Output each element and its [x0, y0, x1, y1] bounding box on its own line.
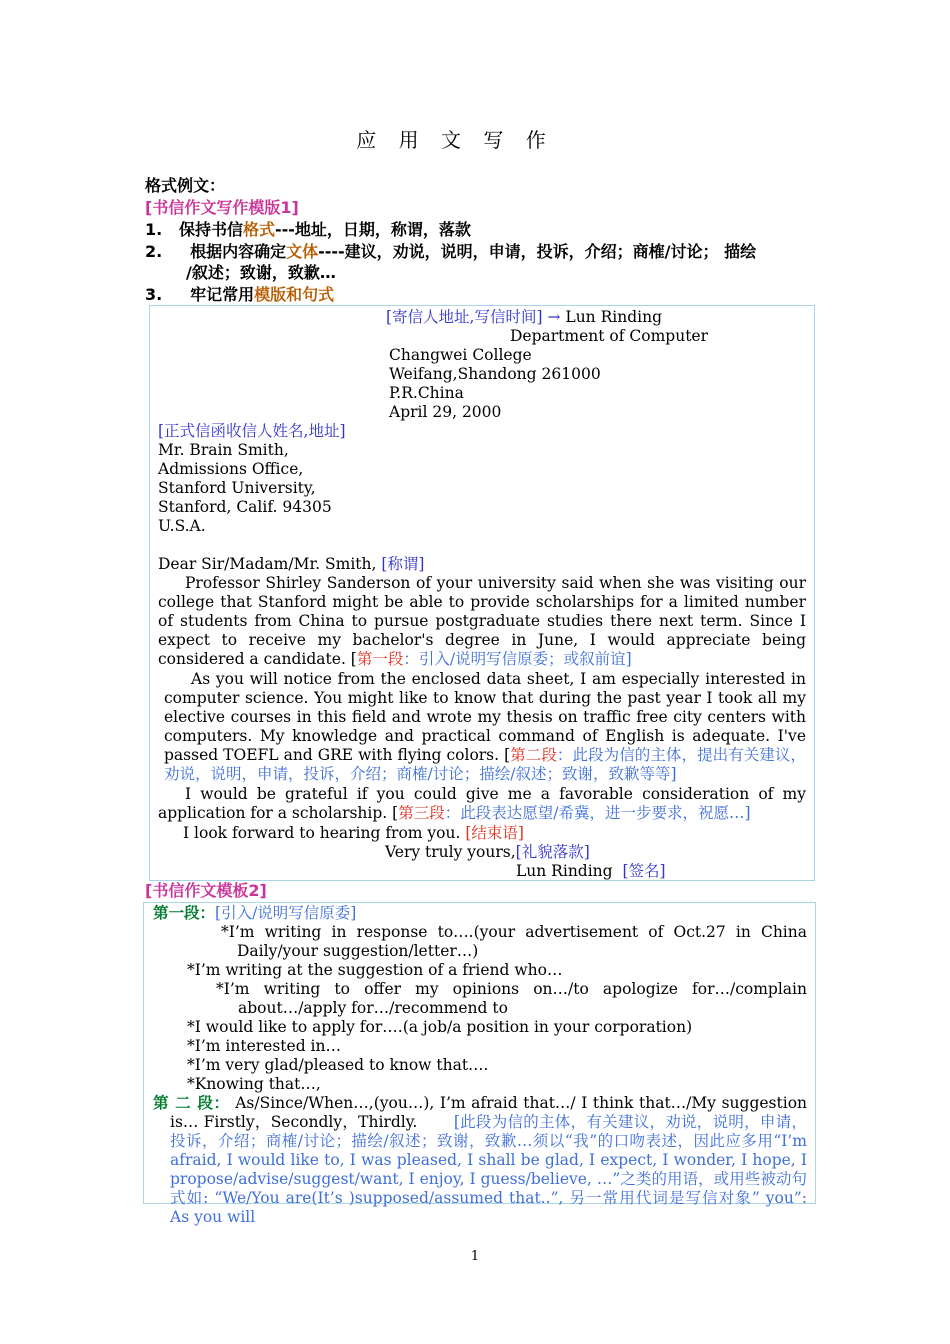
sender-line-4: P.R.China — [389, 384, 464, 402]
paragraph-1: Professor Shirley Sanderson of your university said when she was visiting our college that Stanford might be able to provide scholarships for a limited number of students from China to pursue postgraduate studies there next term. Since I expect to receive my bachelor's degree in June, I would appreciate being considered a candidate. [第一段：引入/说明写信原委；或叙前谊] — [158, 574, 806, 668]
s1-item-2: *I’m writing to offer my opinions on…/to apologize for…/complain about…/apply for…/recommend to — [216, 980, 807, 1017]
template2-heading: [书信作文模板2] — [145, 881, 267, 900]
point-2-continued: /叙述；致谢，致歉… — [186, 263, 336, 282]
point-2: 2. 根据内容确定文体----建议，劝说，说明，申请，投诉，介绍；商榷/讨论； 描绘 — [145, 242, 757, 261]
recipient-line-1: Admissions Office, — [158, 460, 304, 478]
s1-item-3: *I would like to apply for….(a job/a position in your corporation) — [187, 1018, 693, 1036]
recipient-line-3: Stanford, Calif. 94305 — [158, 498, 332, 516]
s1-item-4: *I’m interested in… — [187, 1037, 341, 1055]
format-heading: 格式例文： — [145, 176, 226, 195]
s1-item-1: *I’m writing at the suggestion of a friend who… — [187, 961, 563, 979]
page-number: 1 — [470, 1249, 480, 1264]
recipient-line-4: U.S.A. — [158, 517, 206, 535]
sender-line-3: Weifang,Shandong 261000 — [389, 365, 601, 383]
sender-line-0: [寄信人地址,写信时间] → Lun Rinding — [386, 308, 662, 326]
paragraph-2: As you will notice from the enclosed data sheet, I am especially interested in computer science. You might like to know that during the past year I took all my elective courses in this field and wrote my thesis on traffic free city centers with computers. My knowledge and practical command of English is adequate. I've passed TOEFL and GRE with flying colors. [第二段：此段为信的主体，提出有关建议，劝说，说明，申请，投诉，介绍；商榷/讨论；描绘/叙述；致谢，致歉等等] — [164, 670, 806, 783]
s1-item-6: *Knowing that…, — [187, 1075, 321, 1093]
recipient-line-0: Mr. Brain Smith, — [158, 441, 289, 459]
recipient-line-2: Stanford University, — [158, 479, 316, 497]
signature: Lun Rinding [签名] — [516, 862, 666, 880]
section1-heading: 第一段：[引入/说明写信原委] — [153, 904, 357, 922]
sender-line-1: Department of Computer — [510, 327, 709, 345]
point-1: 1. 保持书信格式---地址，日期，称谓，落款 — [145, 220, 471, 239]
closing: I look forward to hearing from you. [结束语] — [183, 824, 524, 842]
signoff: Very truly yours,[礼貌落款] — [385, 843, 590, 861]
page-title: 应 用 文 写 作 — [356, 128, 554, 152]
sender-line-2: Changwei College — [389, 346, 532, 364]
paragraph-3: I would be grateful if you could give me a favorable consideration of my application for a scholarship. [第三段：此段表达愿望/希冀，进一步要求，祝愿…] — [158, 785, 806, 822]
sample-letter-box — [149, 305, 815, 881]
template1-heading: [书信作文写作模版1] — [145, 198, 299, 217]
recipient-note: [正式信函收信人姓名,地址] — [158, 422, 346, 440]
point-3: 3. 牢记常用模版和句式 — [145, 285, 335, 304]
salutation: Dear Sir/Madam/Mr. Smith, [称谓] — [158, 555, 425, 573]
arrow-icon: → — [547, 308, 561, 326]
s1-item-0: *I’m writing in response to….(your advertisement of Oct.27 in China Daily/your suggestion/letter…) — [221, 923, 807, 960]
template2-box — [143, 902, 816, 1226]
s1-item-5: *I’m very glad/pleased to know that…. — [187, 1056, 489, 1074]
section2: 第 二 段： As/Since/When…,(you…), I’m afraid that…/ I think that…/My suggestion is… Firstly，Secondly，Thirdly. [此段为信的主体，有关建议，劝说，说明，申请，投诉，介绍；商榷/讨论；描绘/叙述；致谢，致歉…须以“我”的口吻表述，因此应多用“I’m afraid, I would like to, I was pleased, I shall be glad, I expect, I wonder, I hope, I propose/advise/suggest/want, I enjoy, I guess/believe, …”之类的用语，或用些被动句式如: “We/You are(It’s )supposed/assumed that..”, 另一常用代词是写信对象” you”: As you will — [153, 1094, 808, 1226]
sender-date: April 29, 2000 — [389, 403, 502, 421]
